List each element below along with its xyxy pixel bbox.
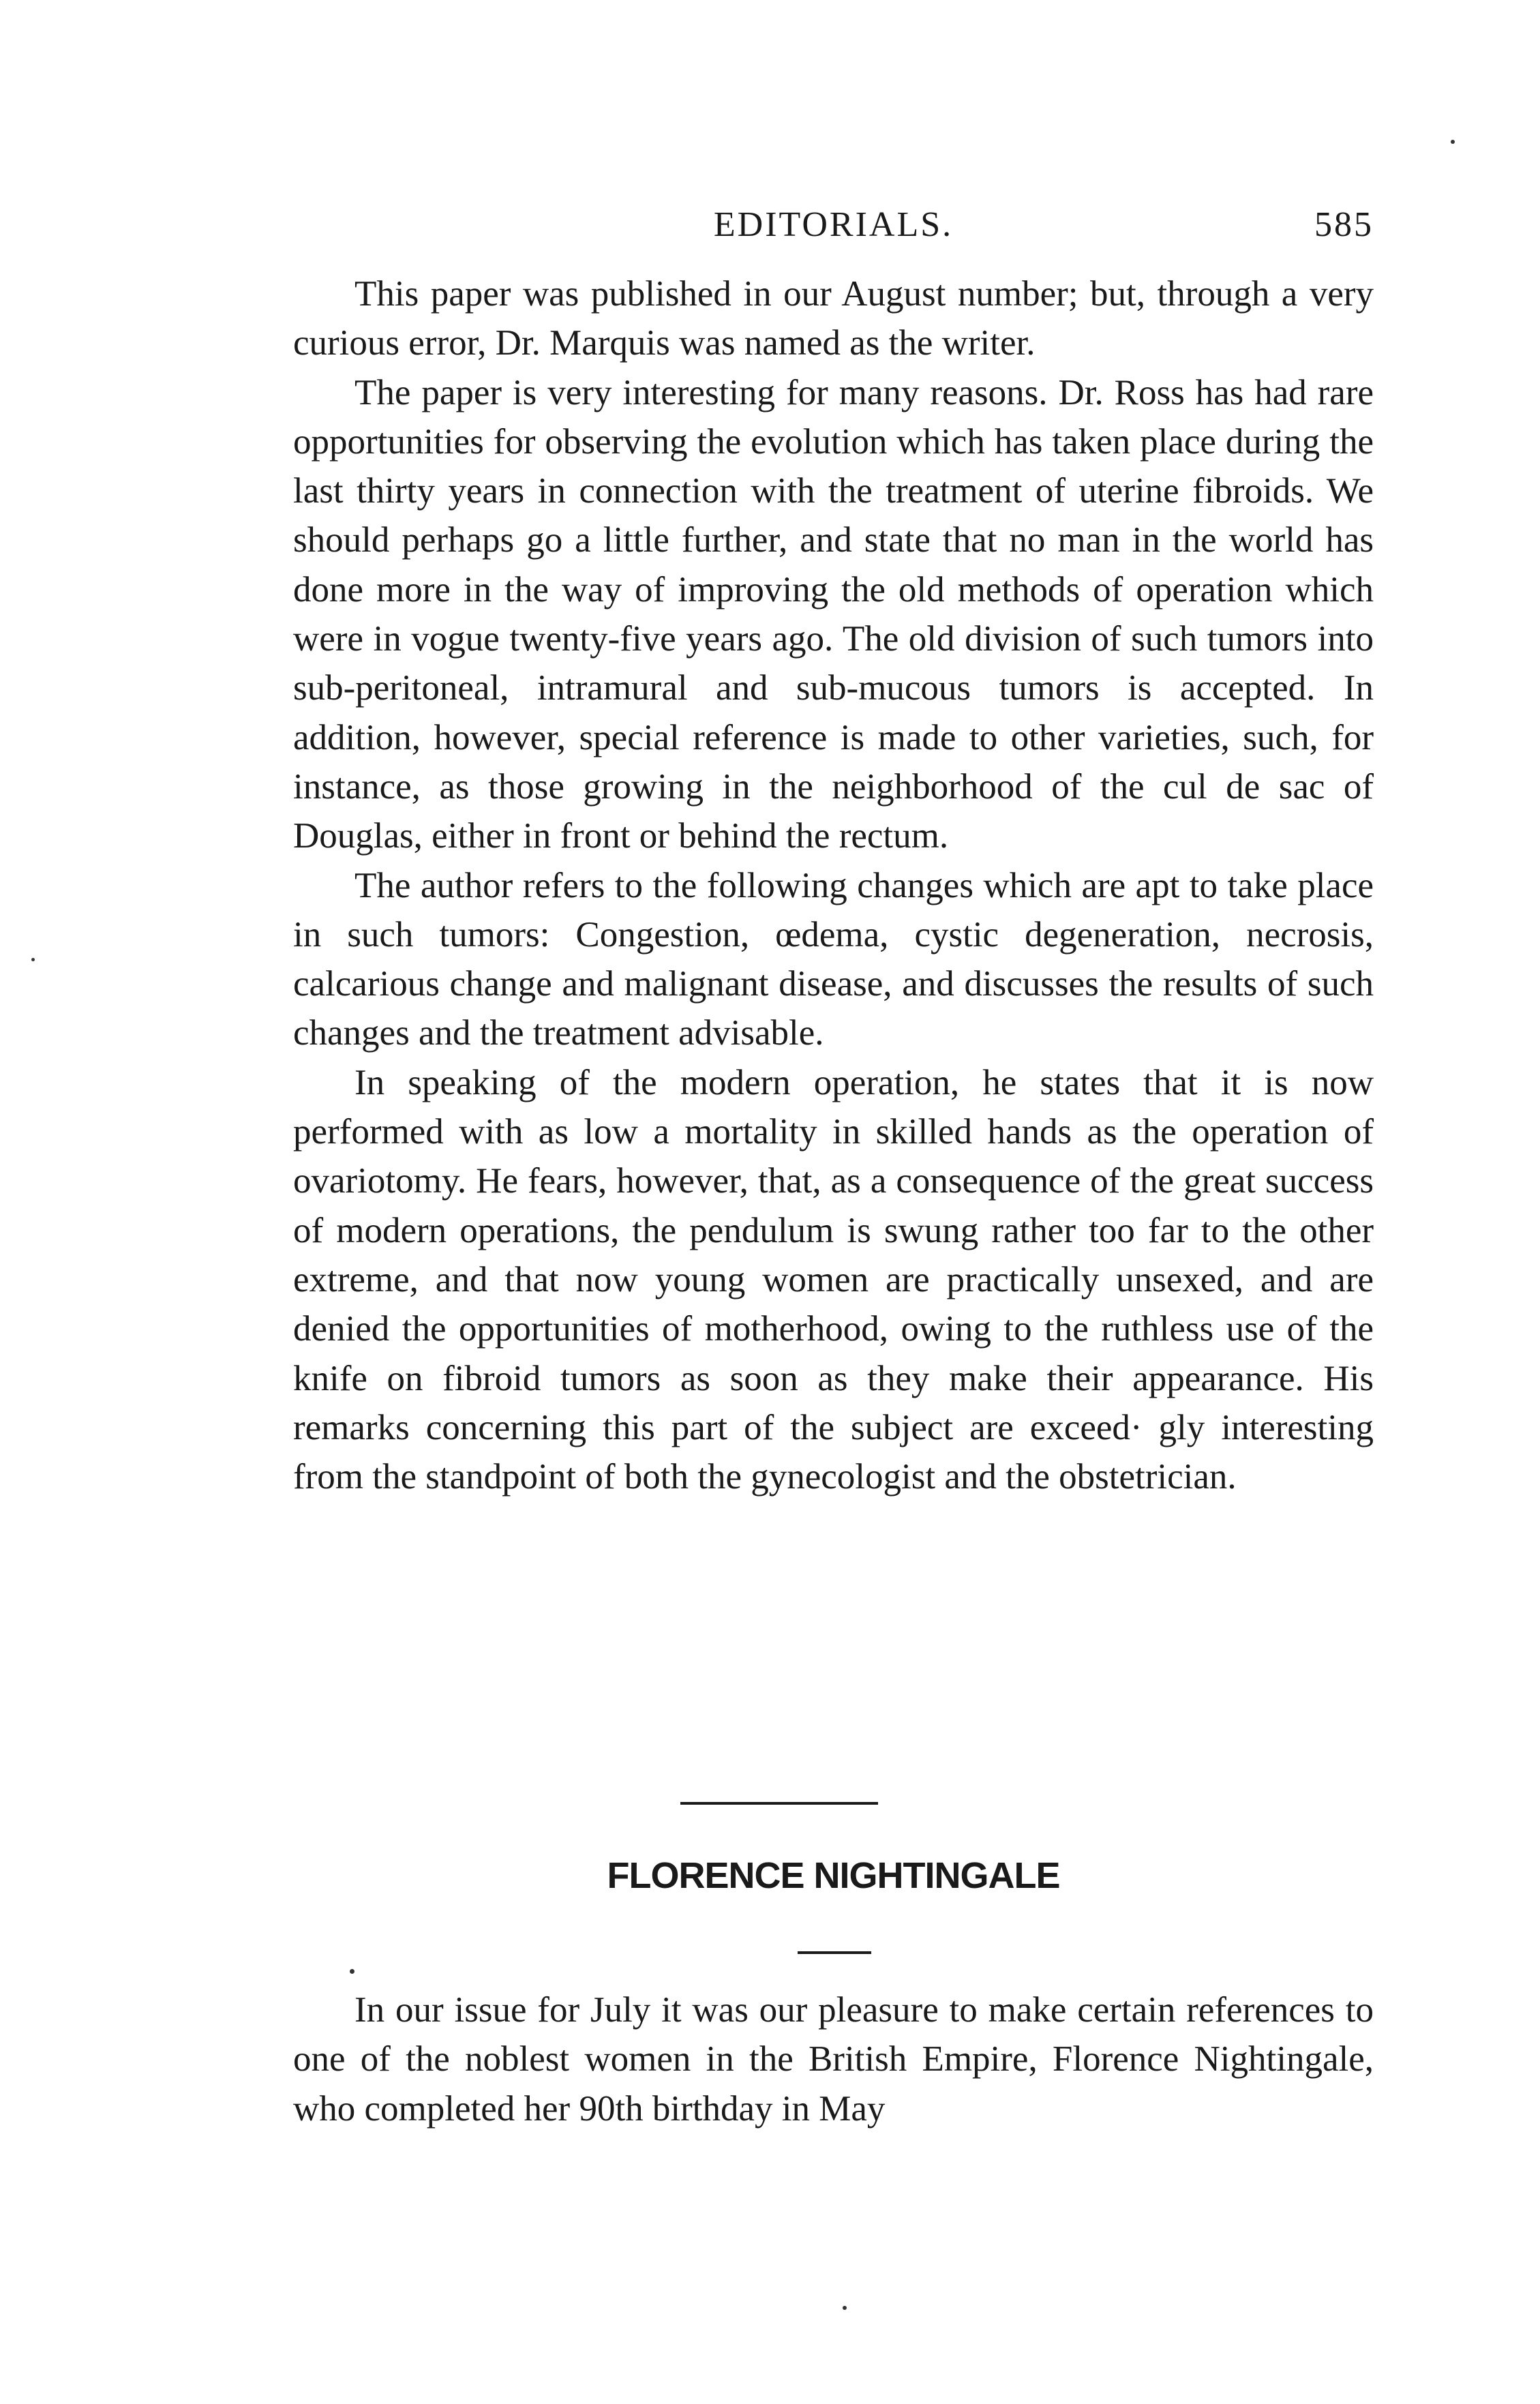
paragraph: In speaking of the modern operation, he states that it is now performed with as low a mortality in skilled hands as the operation of ovariotomy. He fears, however, that, as a consequence of the great success of modern operations, the pendulum is swung rather too far to the other extreme, and that now young women are practically unsexed, and are denied the opportunities of motherhood, owing to the ruthless use of the knife on fibroid tumors as soon as they make their appearance. His remarks concerning this part of the subject are exceed· gly interesting from the standpoint of both the gynecologist and the obstetrician. bbox=[293, 1062, 1374, 1497]
section-body bbox=[293, 1985, 1374, 2133]
section-divider-rule bbox=[680, 1802, 878, 1805]
scan-speck bbox=[843, 2306, 847, 2310]
scan-speck bbox=[350, 1969, 354, 1974]
paragraph: In our issue for July it was our pleasure to make certain references to one of the noblest women in the British Empire, Florence Nightingale, who completed her 90th birthday in May bbox=[293, 1990, 1374, 2129]
scan-speck bbox=[1451, 140, 1455, 144]
page-number: 585 bbox=[1314, 205, 1374, 244]
paragraph: The author refers to the following changes which are apt to take place in such tumors: Congestion, œdema, cystic degeneration, necrosis, calcarious change and malignant disease, and discusses the results of such changes and the treatment advisable. bbox=[293, 865, 1374, 1053]
section-title: FLORENCE NIGHTINGALE bbox=[607, 1855, 1060, 1896]
title-underline-rule bbox=[798, 1951, 871, 1954]
scan-speck bbox=[31, 958, 35, 961]
running-head bbox=[293, 205, 1374, 252]
paragraph: The paper is very interesting for many reasons. Dr. Ross has had rare opportunities for observing the evolution which has taken place during the last thirty years in connection with the treatment of uterine fibroids. We should perhaps go a little further, and state that no man in the world has done more in the way of improving the old methods of operation which were in vogue twenty-five years ago. The old division of such tumors into sub-peritoneal, intramural and sub-mucous tumors is accepted. In addition, however, special reference is made to other varieties, such, for instance, as those growing in the neighborhood of the cul de sac of Douglas, either in front or behind the rectum. bbox=[293, 372, 1374, 856]
running-head-title: EDITORIALS. bbox=[713, 205, 954, 244]
editorial-body bbox=[293, 269, 1374, 1501]
paragraph: This paper was published in our August number; but, through a very curious error, Dr. Marquis was named as the writer. bbox=[293, 274, 1374, 363]
